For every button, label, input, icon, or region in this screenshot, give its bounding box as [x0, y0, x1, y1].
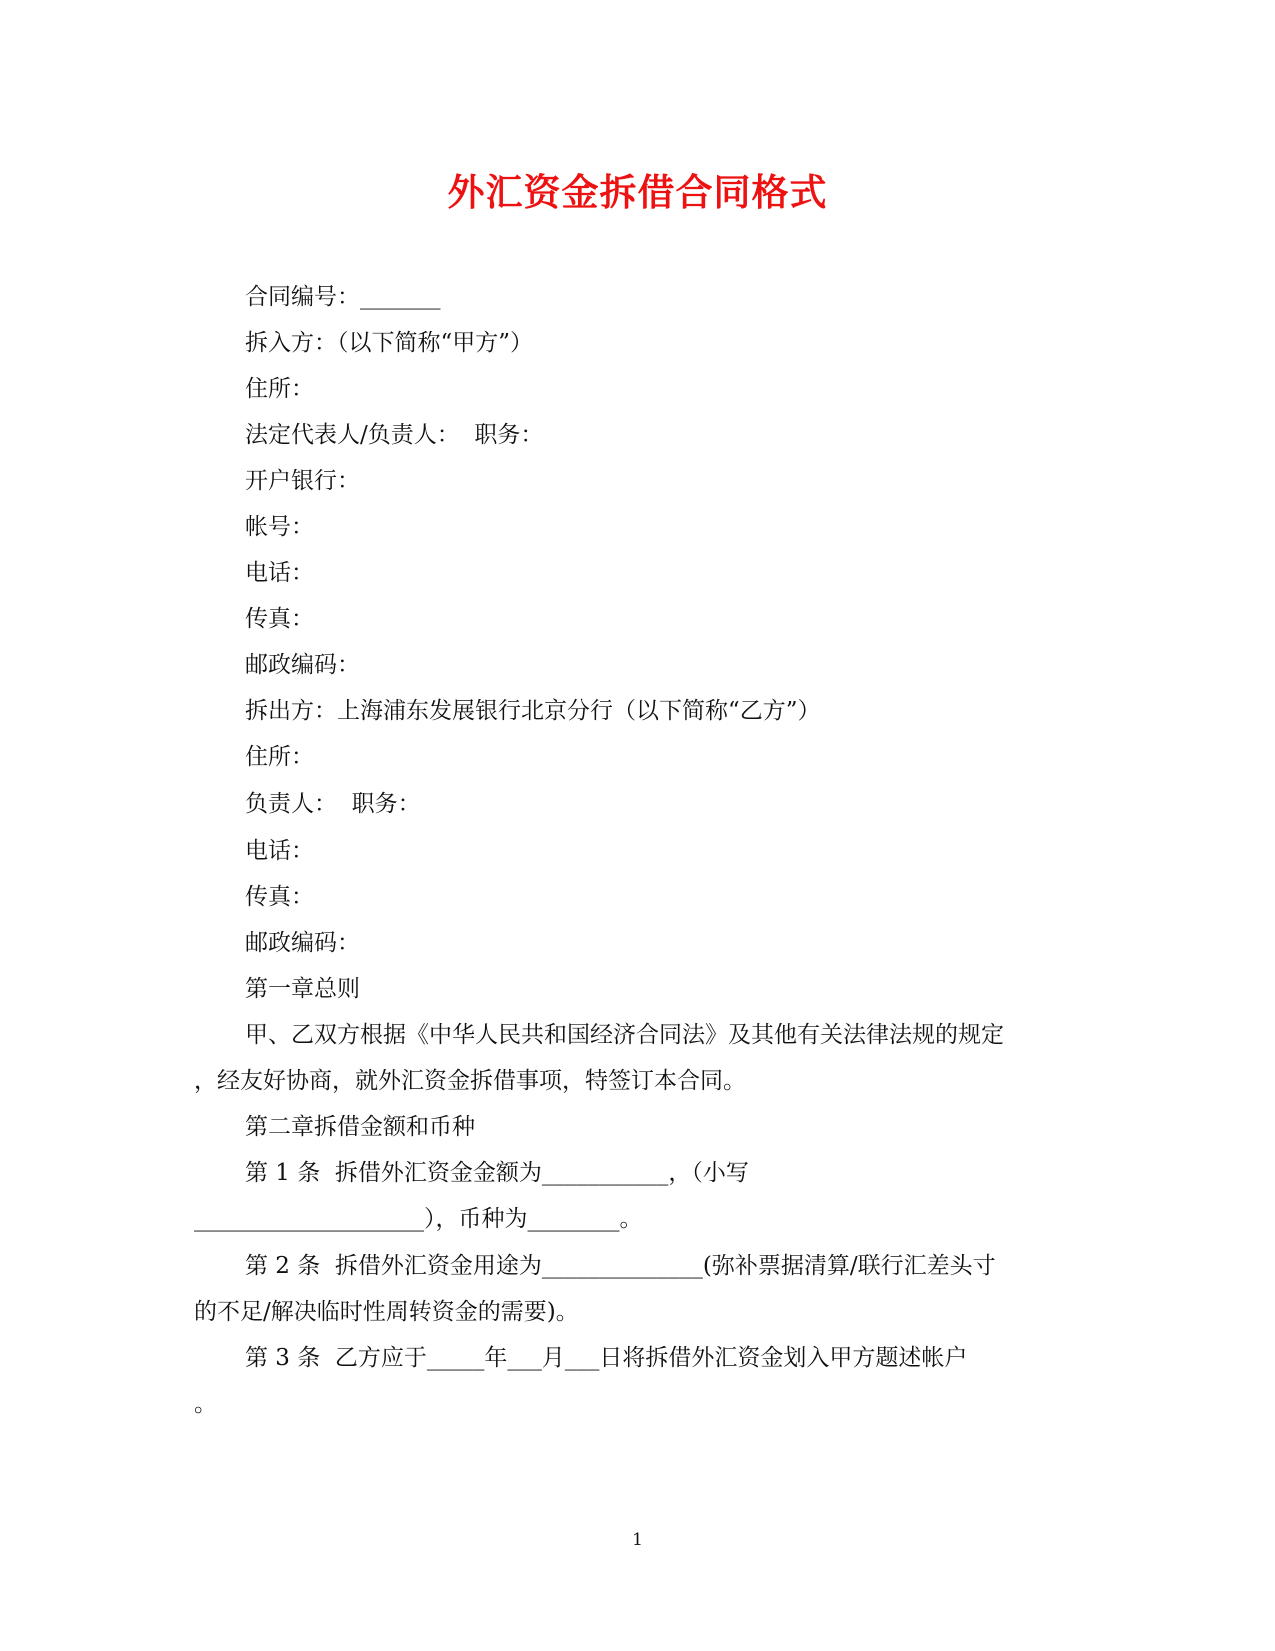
lender-address-line: 住所：: [245, 744, 314, 770]
lender-line: 拆出方：上海浦东发展银行北京分行（以下简称“乙方”）: [245, 698, 821, 724]
contract-number-line: 合同编号：_______: [245, 284, 441, 310]
article-one-line: ____________________），币种为________。: [194, 1206, 643, 1232]
article-three-line: 。: [194, 1391, 217, 1417]
article-two-line: 第 2 条 拆借外汇资金用途为______________(弥补票据清算/联行汇差头寸: [245, 1253, 996, 1279]
page-number: 1: [632, 1530, 643, 1550]
borrower-fax-line: 传真：: [245, 606, 314, 632]
borrower-phone-line: 电话：: [245, 560, 314, 586]
lender-phone-line: 电话：: [245, 838, 314, 864]
article-three-line: 第 3 条 乙方应于_____年___月___日将拆借外汇资金划入甲方题述帐户: [245, 1345, 968, 1371]
borrower-representative-line: 法定代表人/负责人： 职务：: [245, 422, 544, 448]
lender-representative-line: 负责人： 职务：: [245, 791, 421, 817]
document-title: 外汇资金拆借合同格式: [447, 170, 828, 214]
borrower-postcode-line: 邮政编码：: [245, 652, 360, 678]
paragraph-line: ，经友好协商，就外汇资金拆借事项，特签订本合同。: [194, 1068, 746, 1094]
article-two-line: 的不足/解决临时性周转资金的需要)。: [194, 1299, 579, 1325]
lender-postcode-line: 邮政编码：: [245, 930, 360, 956]
article-one-line: 第 1 条 拆借外汇资金金额为___________，（小写: [245, 1160, 749, 1186]
lender-fax-line: 传真：: [245, 884, 314, 910]
chapter-two-heading: 第二章拆借金额和币种: [245, 1114, 475, 1140]
borrower-line: 拆入方：（以下简称“甲方”）: [245, 330, 534, 356]
borrower-account-line: 帐号：: [245, 514, 314, 540]
paragraph-line: 甲、乙双方根据《中华人民共和国经济合同法》及其他有关法律法规的规定: [245, 1022, 1004, 1048]
borrower-address-line: 住所：: [245, 376, 314, 402]
chapter-one-heading: 第一章总则: [245, 976, 360, 1002]
borrower-bank-line: 开户银行：: [245, 468, 360, 494]
